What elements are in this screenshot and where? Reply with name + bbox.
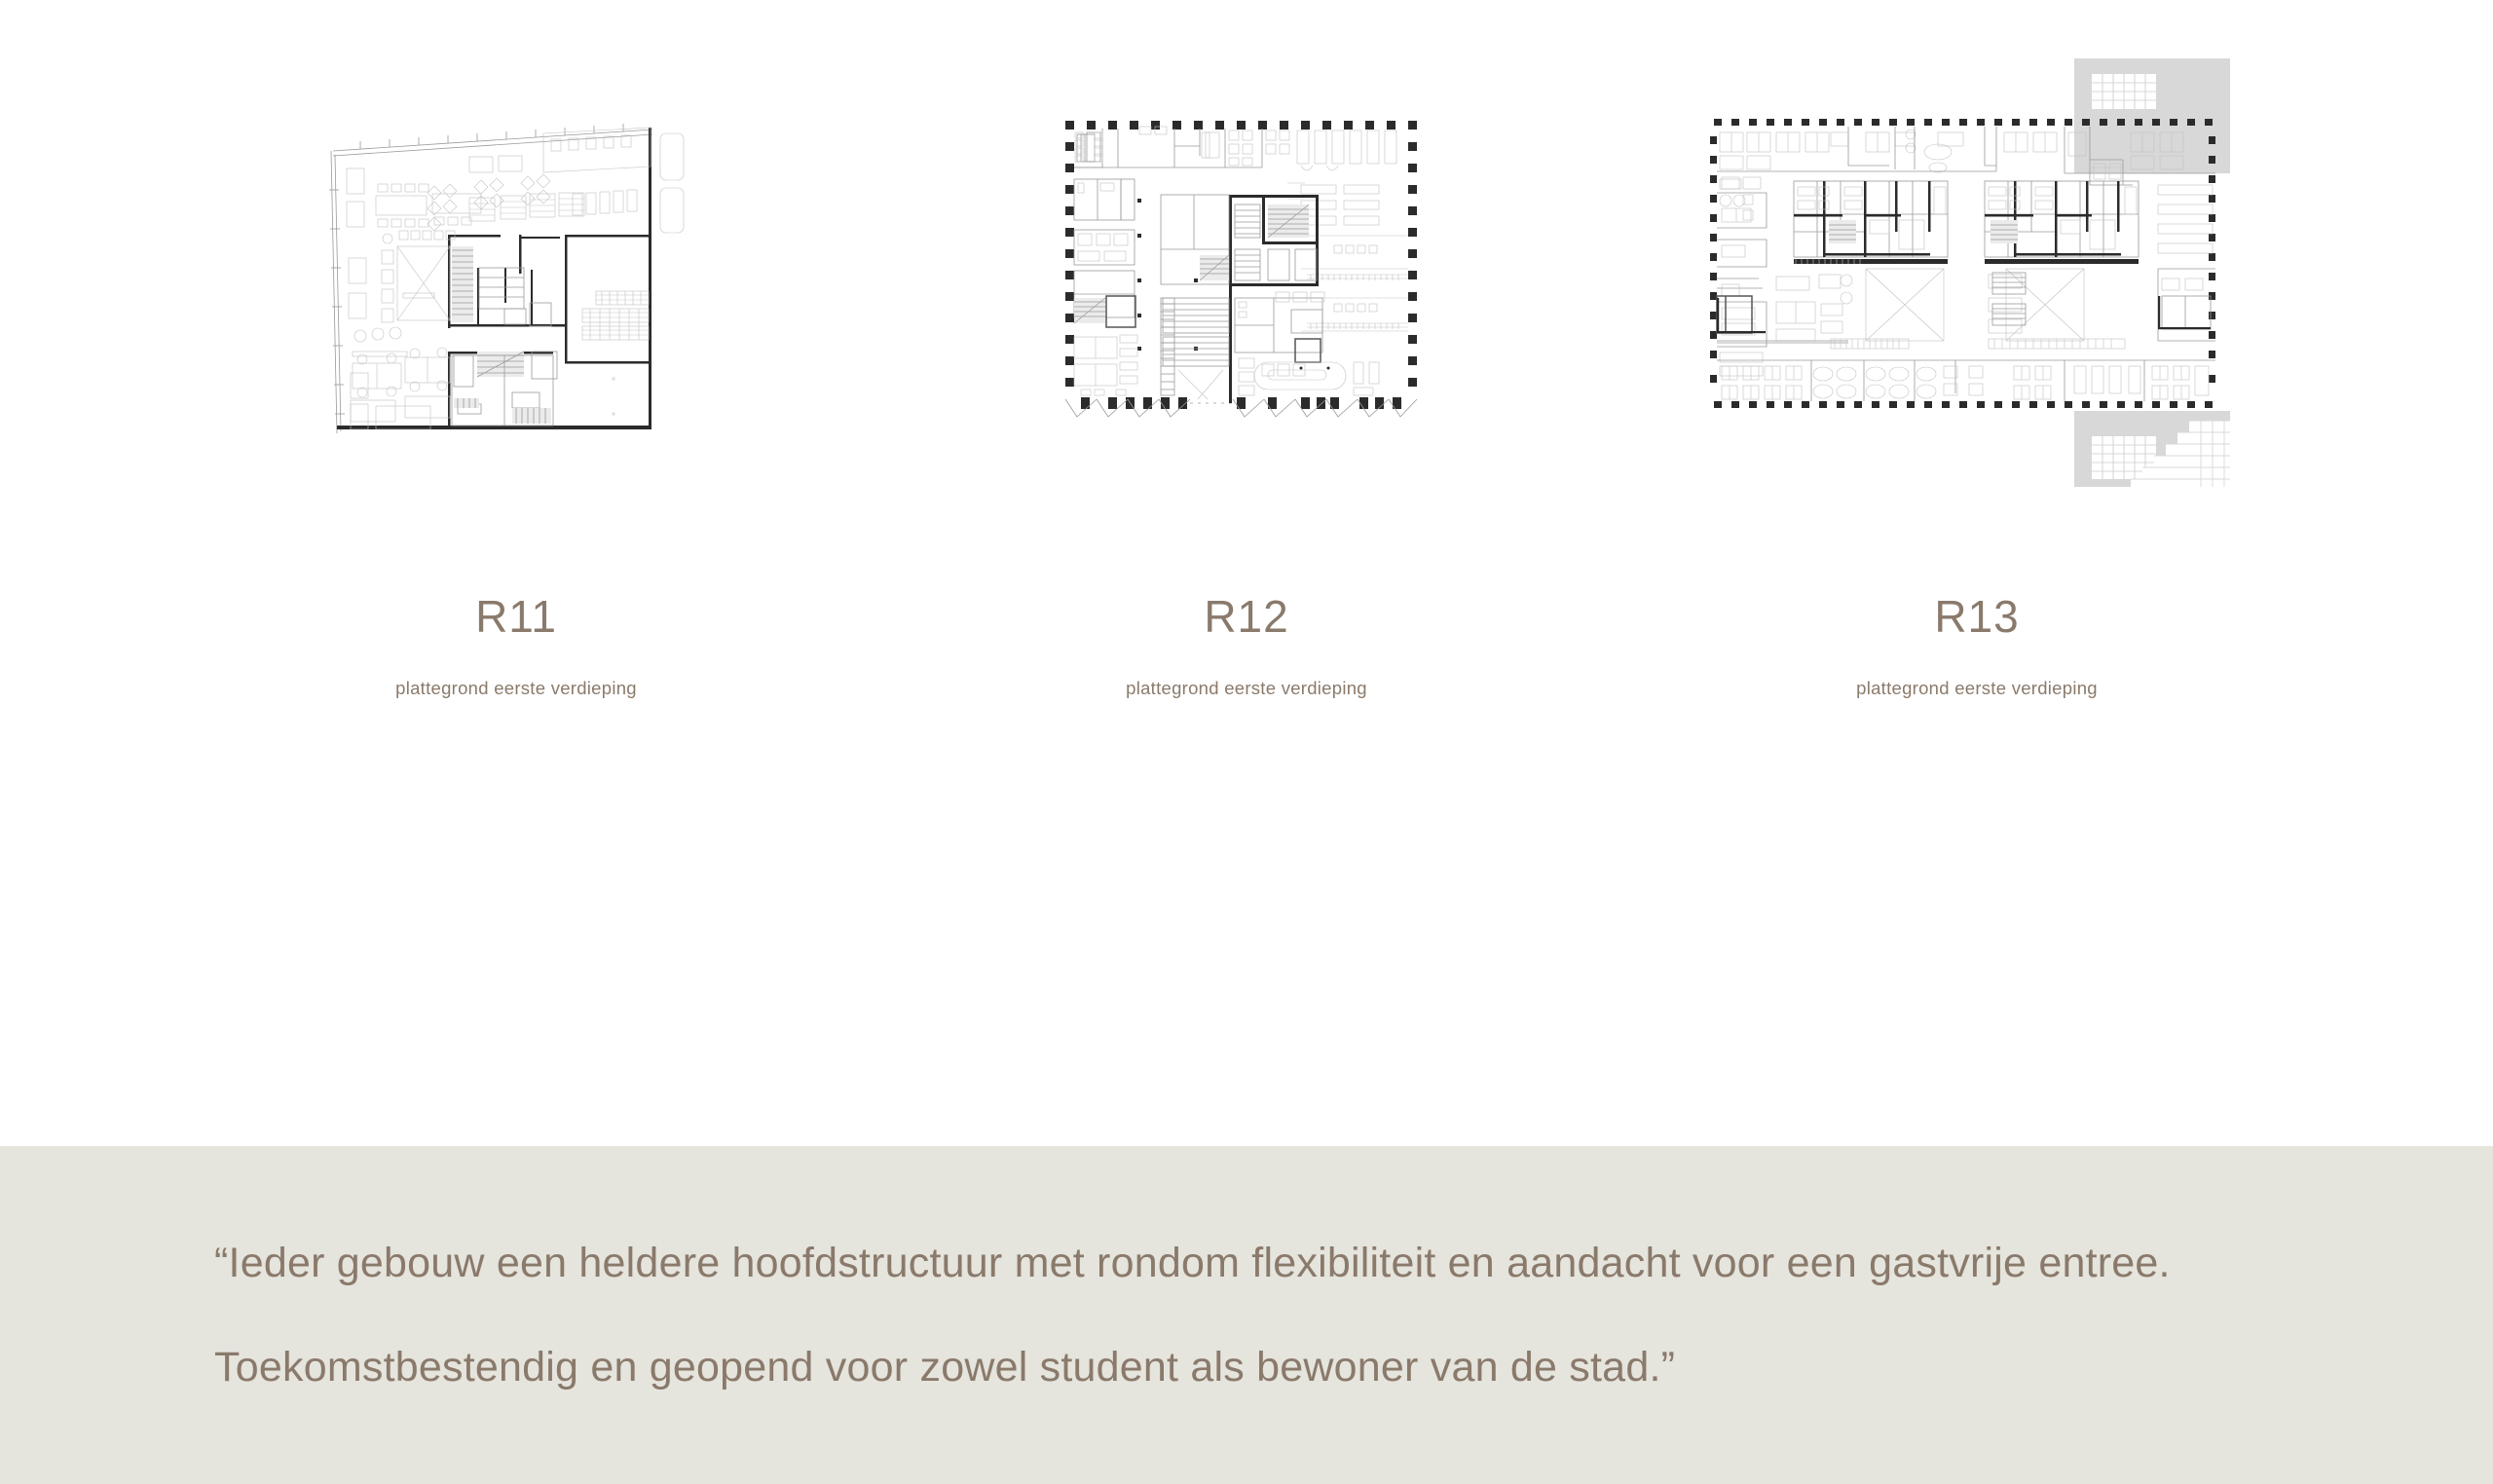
- floorplan-r13-drawing: [1704, 58, 2250, 487]
- floorplan-r12-drawing: [1052, 107, 1441, 438]
- floorplan-r11[interactable]: [166, 0, 867, 545]
- floorplan-r11-drawing: [321, 112, 711, 433]
- plan-caption-r13: plattegrond eerste verdieping: [1856, 678, 2098, 698]
- quote-container: [214, 1146, 2386, 1484]
- plan-title-r11: R11: [475, 591, 557, 642]
- floorplan-r13[interactable]: [1626, 0, 2327, 545]
- quote-band: [0, 1146, 2493, 1484]
- plan-caption-r11: plattegrond eerste verdieping: [395, 678, 637, 698]
- quote-text: “Ieder gebouw een heldere hoofdstructuur met rondom flexibiliteit en aandacht voor een gastvrije entree. Toekomstbestendig en geopend voor zowel student als bewoner van de stad.”: [214, 1239, 2171, 1391]
- plan-card-r13[interactable]: [1626, 0, 2327, 699]
- floorplan-r12[interactable]: [896, 0, 1597, 545]
- plan-caption-r12: plattegrond eerste verdieping: [1126, 678, 1367, 698]
- plan-card-r12[interactable]: [896, 0, 1597, 699]
- plan-card-r11[interactable]: [166, 0, 867, 699]
- plan-title-r12: R12: [1204, 591, 1289, 642]
- plan-title-r13: R13: [1934, 591, 2020, 642]
